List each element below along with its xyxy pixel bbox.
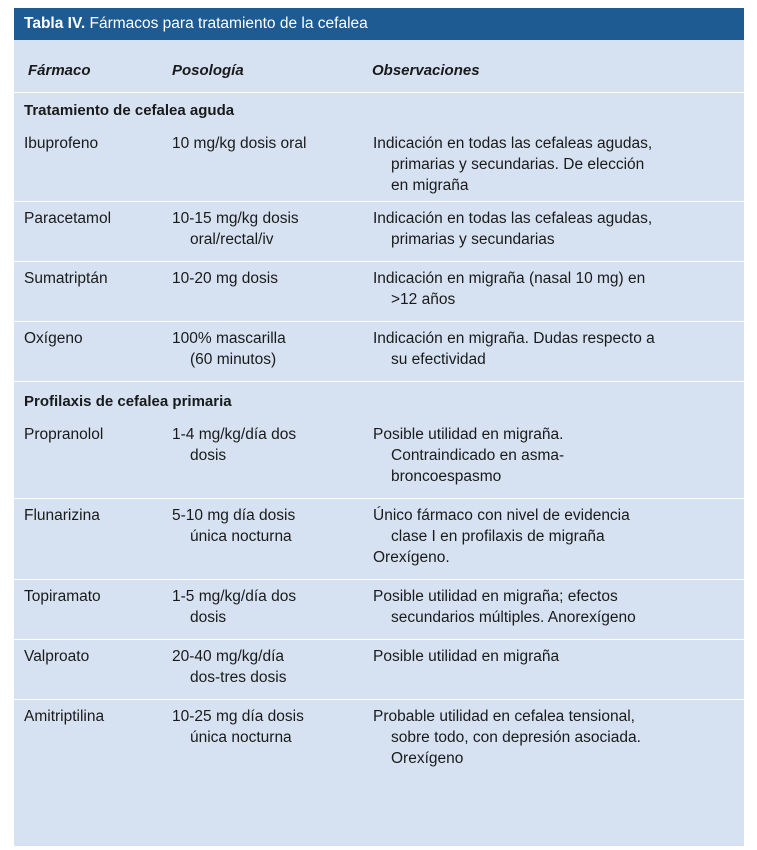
table-row	[14, 262, 744, 322]
table-row	[14, 640, 744, 700]
table-title-text: Fármacos para tratamiento de la cefalea	[85, 15, 368, 32]
drug-name: Paracetamol	[24, 210, 112, 227]
table-row	[14, 418, 744, 499]
drug-name: Sumatriptán	[24, 270, 108, 287]
drug-observations: Indicación en todas las cefaleas agudas, primarias y secundarias. De elección en migraña	[373, 135, 653, 194]
drug-observations: Posible utilidad en migraña. Contraindicado en asma- broncoespasmo	[373, 426, 565, 485]
drug-name: Flunarizina	[24, 507, 100, 524]
drug-dose: 5-10 mg día dosis única nocturna	[172, 507, 296, 545]
table-row	[14, 499, 744, 580]
table-row	[14, 700, 744, 780]
drug-name: Oxígeno	[24, 330, 83, 347]
drug-dose: 10-20 mg dosis	[172, 270, 278, 287]
drug-observations: Indicación en migraña (nasal 10 mg) en >12 años	[373, 270, 646, 308]
header-observations: Observaciones	[372, 62, 480, 79]
drug-dose: 10-25 mg día dosis única nocturna	[172, 708, 304, 746]
drug-table	[14, 8, 744, 846]
drug-observations: Posible utilidad en migraña	[373, 648, 560, 665]
drug-dose: 100% mascarilla (60 minutos)	[172, 330, 286, 368]
header-dose: Posología	[172, 62, 244, 79]
drug-observations: Único fármaco con nivel de evidencia clase I en profilaxis de migraña Orexígeno.	[373, 507, 630, 566]
table-row	[14, 322, 744, 381]
drug-observations: Indicación en migraña. Dudas respecto a su efectividad	[373, 330, 655, 368]
header-drug: Fármaco	[28, 62, 91, 79]
table-title-label: Tabla IV.	[24, 15, 86, 32]
table-row	[14, 202, 744, 262]
drug-name: Valproato	[24, 648, 90, 665]
table-row	[14, 580, 744, 640]
drug-name: Amitriptilina	[24, 708, 105, 725]
drug-name: Propranolol	[24, 426, 104, 443]
section-title: Profilaxis de cefalea primaria	[24, 393, 232, 410]
section-prophylaxis	[14, 381, 744, 418]
drug-dose: 20-40 mg/kg/día dos-tres dosis	[172, 648, 287, 686]
table-row	[14, 127, 744, 202]
section-title: Tratamiento de cefalea aguda	[24, 102, 235, 119]
drug-dose: 10 mg/kg dosis oral	[172, 135, 307, 152]
drug-observations: Posible utilidad en migraña; efectos secundarios múltiples. Anorexígeno	[373, 588, 636, 626]
drug-observations: Probable utilidad en cefalea tensional, sobre todo, con depresión asociada. Orexígeno	[373, 708, 641, 767]
drug-name: Ibuprofeno	[24, 135, 99, 152]
drug-name: Topiramato	[24, 588, 101, 605]
drug-dose: 10-15 mg/kg dosis oral/rectal/iv	[172, 210, 299, 248]
drug-dose: 1-4 mg/kg/día dos dosis	[172, 426, 297, 464]
drug-dose: 1-5 mg/kg/día dos dosis	[172, 588, 297, 626]
drug-observations: Indicación en todas las cefaleas agudas, primarias y secundarias	[373, 210, 653, 248]
column-headers	[14, 40, 744, 93]
section-acute	[14, 93, 744, 127]
table-title	[14, 8, 744, 40]
